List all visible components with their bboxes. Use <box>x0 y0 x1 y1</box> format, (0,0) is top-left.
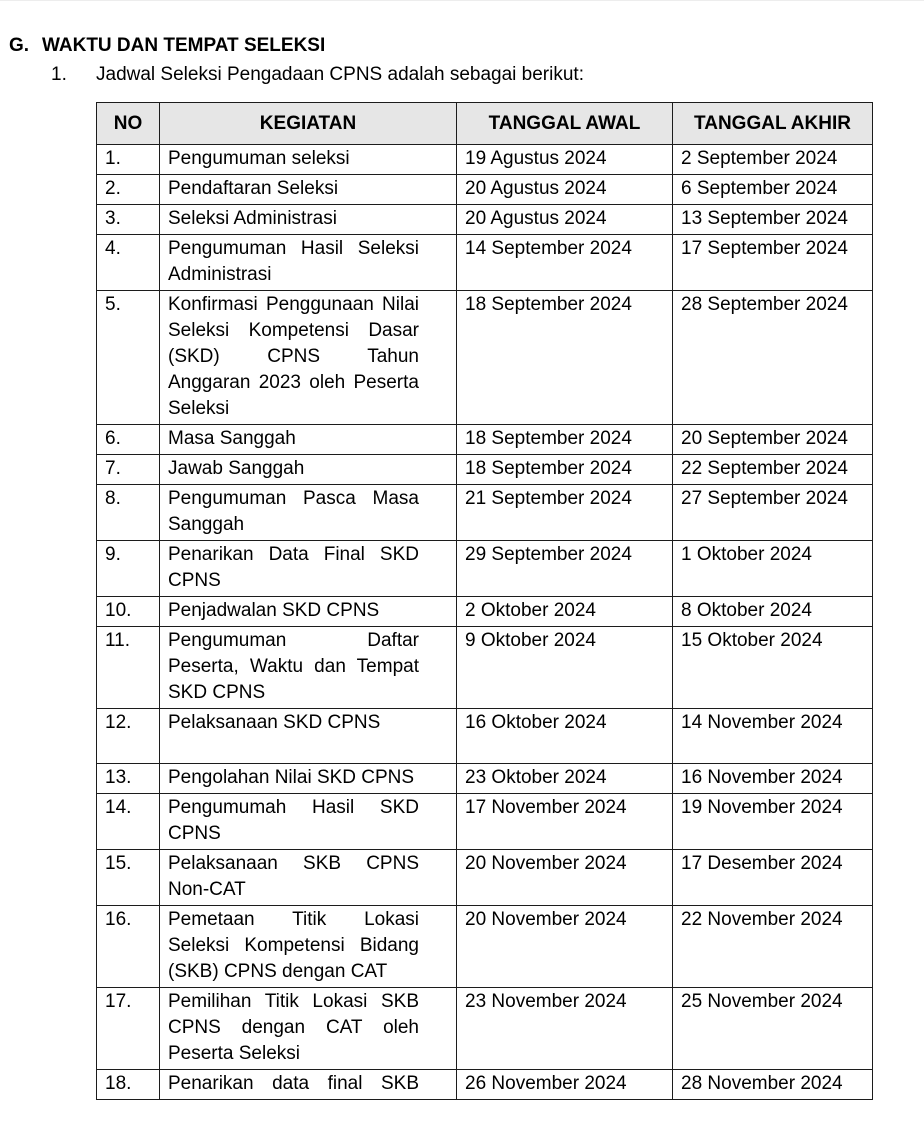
table-row <box>97 455 873 485</box>
cell-tanggal-awal: 16 Oktober 2024 <box>457 709 673 764</box>
cell-kegiatan: Pengumumah Hasil SKD CPNS <box>160 794 457 850</box>
cell-tanggal-akhir: 25 November 2024 <box>673 988 873 1070</box>
cell-tanggal-awal: 29 September 2024 <box>457 541 673 597</box>
cell-kegiatan: Pengumuman Hasil Seleksi Administrasi <box>160 235 457 291</box>
cell-kegiatan: Pendaftaran Seleksi <box>160 175 457 205</box>
cell-tanggal-awal: 20 November 2024 <box>457 906 673 988</box>
cell-no: 13. <box>97 764 160 794</box>
table-row <box>97 906 873 988</box>
cell-kegiatan: Penarikan data final SKB <box>160 1070 457 1100</box>
cell-no: 12. <box>97 709 160 764</box>
header-tanggal-akhir: TANGGAL AKHIR <box>673 103 873 145</box>
table-row <box>97 175 873 205</box>
cell-no: 15. <box>97 850 160 906</box>
cell-tanggal-akhir: 22 November 2024 <box>673 906 873 988</box>
table-row <box>97 988 873 1070</box>
table-row <box>97 541 873 597</box>
cell-tanggal-awal: 23 November 2024 <box>457 988 673 1070</box>
cell-tanggal-awal: 18 September 2024 <box>457 455 673 485</box>
table-row <box>97 235 873 291</box>
cell-tanggal-awal: 23 Oktober 2024 <box>457 764 673 794</box>
cell-no: 6. <box>97 425 160 455</box>
cell-tanggal-akhir: 13 September 2024 <box>673 205 873 235</box>
section-heading <box>0 1 924 57</box>
table-row <box>97 425 873 455</box>
schedule-table <box>96 102 873 1100</box>
cell-tanggal-akhir: 2 September 2024 <box>673 145 873 175</box>
cell-tanggal-awal: 2 Oktober 2024 <box>457 597 673 627</box>
table-row <box>97 597 873 627</box>
cell-no: 4. <box>97 235 160 291</box>
list-item <box>0 63 924 86</box>
cell-tanggal-akhir: 22 September 2024 <box>673 455 873 485</box>
cell-tanggal-akhir: 19 November 2024 <box>673 794 873 850</box>
table-row <box>97 627 873 709</box>
cell-tanggal-akhir: 17 Desember 2024 <box>673 850 873 906</box>
cell-tanggal-akhir: 6 September 2024 <box>673 175 873 205</box>
cell-tanggal-akhir: 20 September 2024 <box>673 425 873 455</box>
table-row <box>97 794 873 850</box>
cell-tanggal-awal: 20 November 2024 <box>457 850 673 906</box>
list-item-text: Jadwal Seleksi Pengadaan CPNS adalah sebagai berikut: <box>96 64 584 85</box>
cell-tanggal-awal: 18 September 2024 <box>457 291 673 425</box>
cell-tanggal-awal: 20 Agustus 2024 <box>457 175 673 205</box>
cell-kegiatan: Penjadwalan SKD CPNS <box>160 597 457 627</box>
schedule-table-body <box>97 145 873 1100</box>
cell-tanggal-awal: 9 Oktober 2024 <box>457 627 673 709</box>
cell-tanggal-awal: 19 Agustus 2024 <box>457 145 673 175</box>
cell-kegiatan: Pengumuman seleksi <box>160 145 457 175</box>
cell-tanggal-awal: 18 September 2024 <box>457 425 673 455</box>
cell-no: 9. <box>97 541 160 597</box>
cell-tanggal-awal: 14 September 2024 <box>457 235 673 291</box>
cell-tanggal-awal: 21 September 2024 <box>457 485 673 541</box>
cell-tanggal-awal: 20 Agustus 2024 <box>457 205 673 235</box>
cell-no: 17. <box>97 988 160 1070</box>
cell-no: 8. <box>97 485 160 541</box>
header-row <box>97 103 873 145</box>
cell-tanggal-akhir: 27 September 2024 <box>673 485 873 541</box>
header-tanggal-awal: TANGGAL AWAL <box>457 103 673 145</box>
section-letter: G. <box>9 35 30 56</box>
cell-no: 16. <box>97 906 160 988</box>
cell-kegiatan: Pelaksanaan SKD CPNS <box>160 709 457 764</box>
cell-kegiatan: Pengumuman Daftar Peserta, Waktu dan Tempat SKD CPNS <box>160 627 457 709</box>
cell-tanggal-akhir: 17 September 2024 <box>673 235 873 291</box>
cell-kegiatan: Penarikan Data Final SKD CPNS <box>160 541 457 597</box>
cell-tanggal-akhir: 8 Oktober 2024 <box>673 597 873 627</box>
cell-no: 1. <box>97 145 160 175</box>
table-row <box>97 205 873 235</box>
cell-kegiatan: Seleksi Administrasi <box>160 205 457 235</box>
table-row <box>97 850 873 906</box>
cell-kegiatan: Masa Sanggah <box>160 425 457 455</box>
table-row <box>97 709 873 764</box>
table-row <box>97 485 873 541</box>
cell-no: 7. <box>97 455 160 485</box>
cell-kegiatan: Pengolahan Nilai SKD CPNS <box>160 764 457 794</box>
cell-tanggal-akhir: 15 Oktober 2024 <box>673 627 873 709</box>
header-kegiatan: KEGIATAN <box>160 103 457 145</box>
cell-kegiatan: Konfirmasi Penggunaan Nilai Seleksi Kompetensi Dasar (SKD) CPNS Tahun Anggaran 2023 oleh Peserta Seleksi <box>160 291 457 425</box>
table-row <box>97 1070 873 1100</box>
cell-kegiatan: Pengumuman Pasca Masa Sanggah <box>160 485 457 541</box>
cell-kegiatan: Pelaksanaan SKB CPNS Non-CAT <box>160 850 457 906</box>
cell-tanggal-awal: 17 November 2024 <box>457 794 673 850</box>
cell-kegiatan: Pemetaan Titik Lokasi Seleksi Kompetensi Bidang (SKB) CPNS dengan CAT <box>160 906 457 988</box>
cell-tanggal-akhir: 1 Oktober 2024 <box>673 541 873 597</box>
cell-tanggal-akhir: 16 November 2024 <box>673 764 873 794</box>
cell-no: 18. <box>97 1070 160 1100</box>
cell-kegiatan: Jawab Sanggah <box>160 455 457 485</box>
cell-no: 2. <box>97 175 160 205</box>
cell-no: 5. <box>97 291 160 425</box>
cell-tanggal-awal: 26 November 2024 <box>457 1070 673 1100</box>
table-row <box>97 291 873 425</box>
section-title: WAKTU DAN TEMPAT SELEKSI <box>42 35 326 56</box>
cell-tanggal-akhir: 28 November 2024 <box>673 1070 873 1100</box>
table-row <box>97 145 873 175</box>
header-no: NO <box>97 103 160 145</box>
cell-no: 10. <box>97 597 160 627</box>
cell-kegiatan: Pemilihan Titik Lokasi SKB CPNS dengan CAT oleh Peserta Seleksi <box>160 988 457 1070</box>
schedule-table-header <box>97 103 873 145</box>
list-item-number: 1. <box>51 64 67 85</box>
cell-no: 14. <box>97 794 160 850</box>
cell-tanggal-akhir: 28 September 2024 <box>673 291 873 425</box>
cell-no: 11. <box>97 627 160 709</box>
table-row <box>97 764 873 794</box>
cell-no: 3. <box>97 205 160 235</box>
cell-tanggal-akhir: 14 November 2024 <box>673 709 873 764</box>
